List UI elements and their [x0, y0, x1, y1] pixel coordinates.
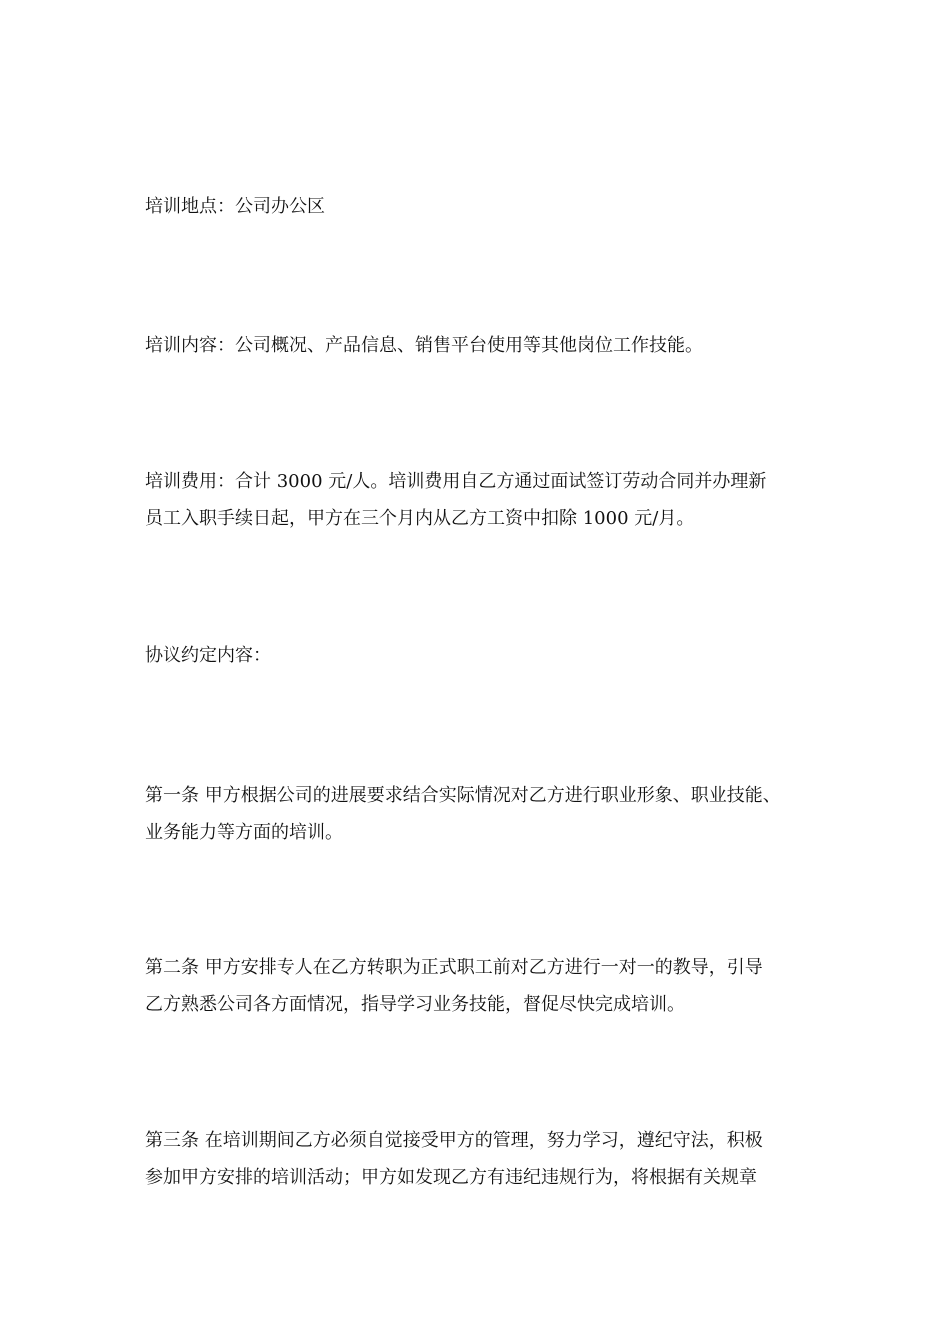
article-1	[145, 777, 825, 851]
training-fee	[145, 463, 825, 537]
article-1-line-1: 第一条 甲方根据公司的进展要求结合实际情况对乙方进行职业形象、职业技能、	[145, 785, 781, 806]
article-2-line-1: 第二条 甲方安排专人在乙方转职为正式职工前对乙方进行一对一的教导，引导	[145, 957, 763, 978]
article-3-line-1: 第三条 在培训期间乙方必须自觉接受甲方的管理，努力学习，遵纪守法，积极	[145, 1130, 763, 1151]
article-2-line-2: 乙方熟悉公司各方面情况，指导学习业务技能，督促尽快完成培训。	[145, 994, 685, 1015]
training-fee-line-1: 培训费用：合计 3000 元/人。培训费用自乙方通过面试签订劳动合同并办理新	[145, 471, 767, 492]
article-1-line-2: 业务能力等方面的培训。	[145, 822, 343, 843]
training-content	[145, 327, 825, 364]
training-fee-line-2: 员工入职手续日起，甲方在三个月内从乙方工资中扣除 1000 元/月。	[145, 508, 695, 529]
training-content-line: 培训内容：公司概况、产品信息、销售平台使用等其他岗位工作技能。	[145, 335, 703, 356]
agreement-heading	[145, 637, 825, 674]
training-location	[145, 188, 825, 225]
article-3	[145, 1122, 825, 1196]
agreement-heading-line: 协议约定内容：	[145, 645, 271, 666]
article-2	[145, 949, 825, 1023]
article-3-line-2: 参加甲方安排的培训活动；甲方如发现乙方有违纪违规行为，将根据有关规章	[145, 1167, 757, 1188]
training-location-line: 培训地点：公司办公区	[145, 196, 325, 217]
